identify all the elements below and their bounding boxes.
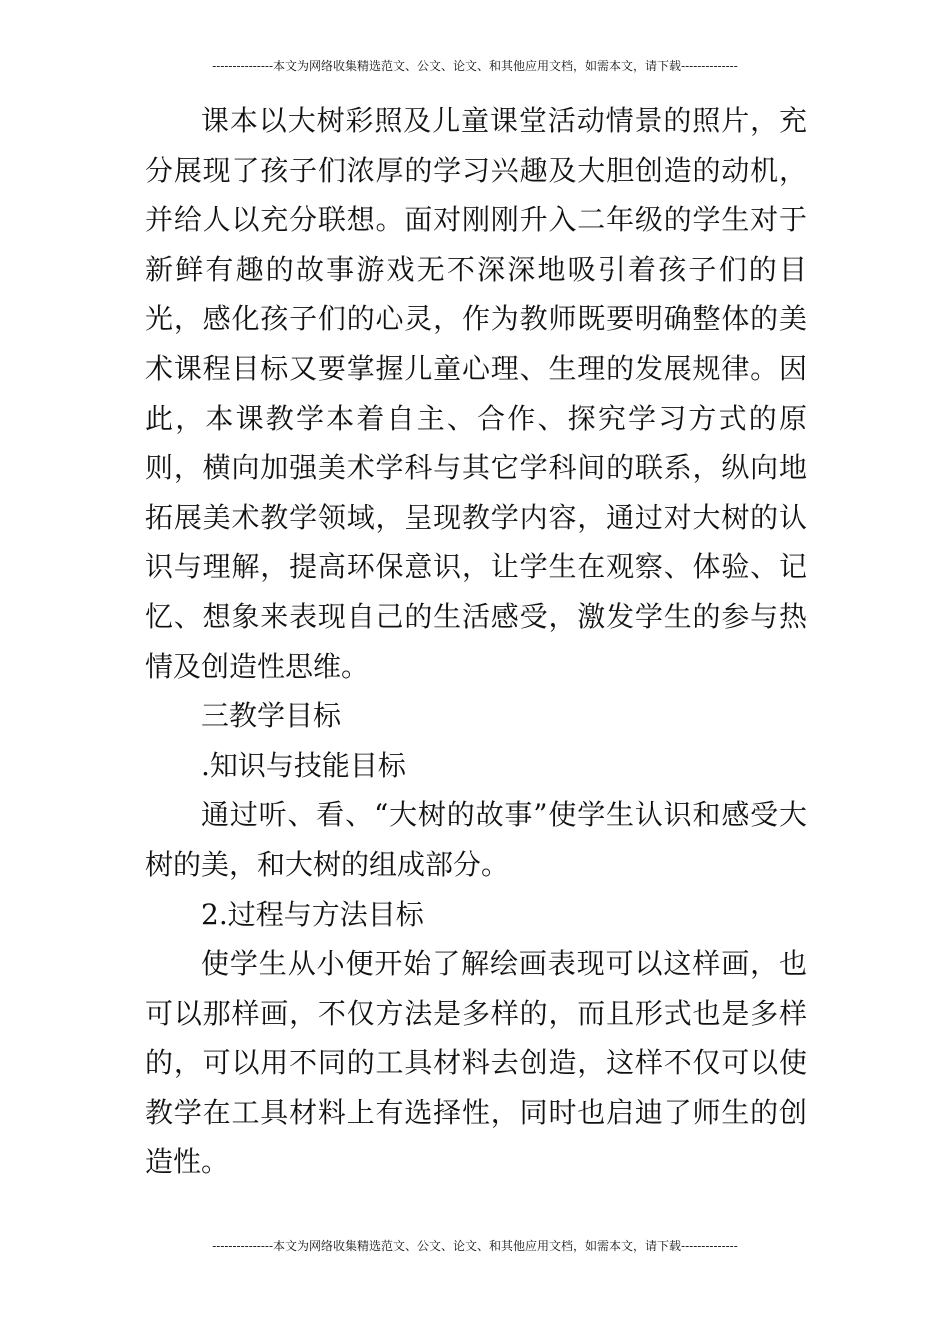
page-header: ---------------本文为网络收集精选范文、公文、论文、和其他应用文档，如需本文，请下载-------------- — [212, 59, 738, 73]
section-heading-teaching-goals: 三教学目标 — [201, 699, 342, 733]
paragraph-intro: 课本以大树彩照及儿童课堂活动情景的照片，充分展现了孩子们浓厚的学习兴趣及大胆创造的动机，并给人以充分联想。面对刚刚升入二年级的学生对于新鲜有趣的故事游戏无不深深地吸引着孩子们的目光，感化孩子们的心灵，作为教师既要明确整体的美术课程目标又要掌握儿童心理、生理的发展规律。因此，本课教学本着自主、合作、探究学习方式的原则，横向加强美术学科与其它学科间的联系，纵向地拓展美术教学领域，呈现教学内容，通过对大树的认识与理解，提高环保意识，让学生在观察、体验、记忆、想象来表现自己的生活感受，激发学生的参与热情及创造性思维。 — [145, 104, 807, 683]
subheading-knowledge-skills: .知识与技能目标 — [201, 748, 406, 782]
paragraph-knowledge-skills: 通过听、看、“大树的故事”使学生认识和感受大树的美，和大树的组成部分。 — [145, 798, 807, 881]
document-body — [145, 96, 807, 1187]
subheading-process-methods: 2.过程与方法目标 — [201, 897, 424, 931]
page-footer: ---------------本文为网络收集精选范文、公文、论文、和其他应用文档，如需本文，请下载-------------- — [212, 1239, 738, 1253]
paragraph-process-methods: 使学生从小便开始了解绘画表现可以这样画，也可以那样画，不仅方法是多样的，而且形式也是多样的，可以用不同的工具材料去创造，这样不仅可以使教学在工具材料上有选择性，同时也启迪了师生的创造性。 — [145, 947, 807, 1179]
